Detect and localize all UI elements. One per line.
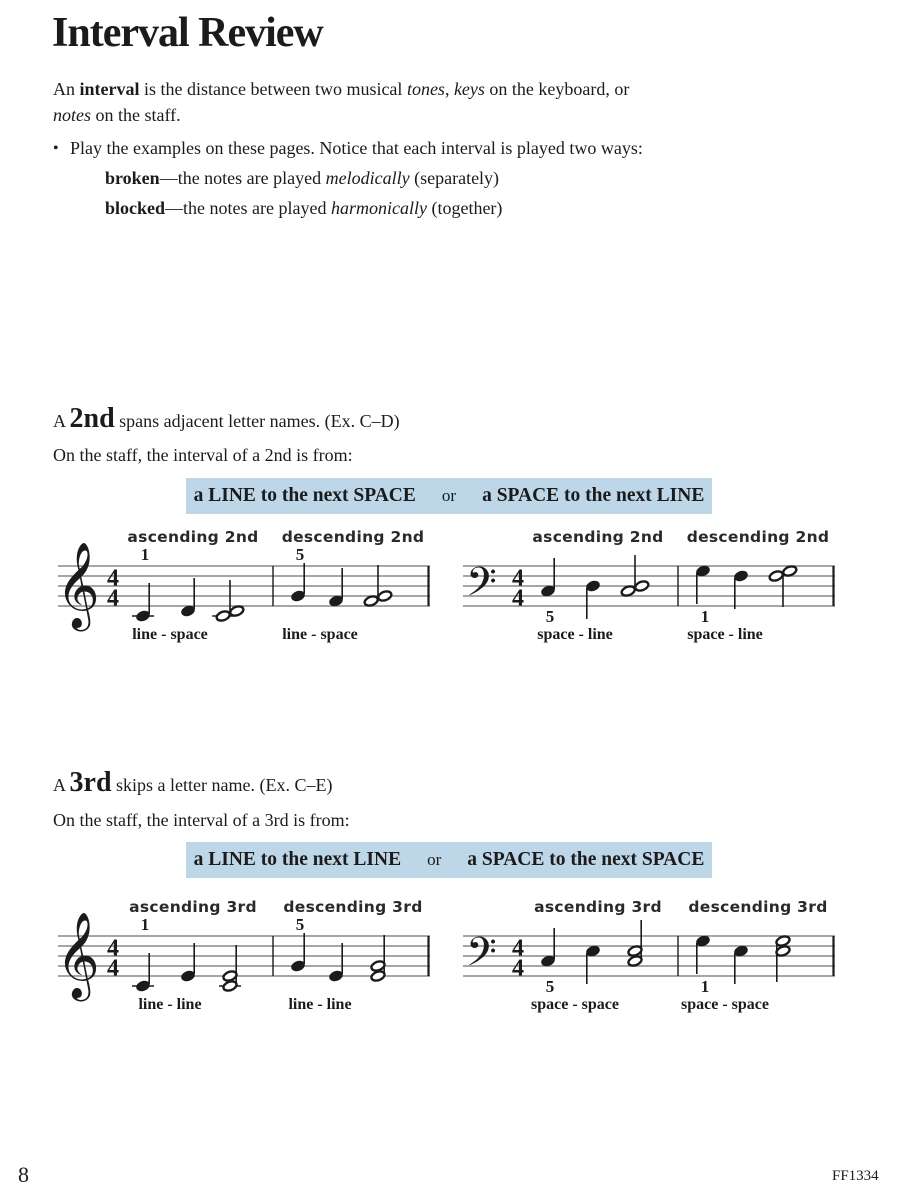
- interval-quality-label: space - space: [681, 996, 769, 1013]
- rule-left: a LINE to the next LINE: [193, 849, 402, 870]
- interval-quality-label: space - line: [687, 626, 763, 643]
- time-signature-bottom: 4: [107, 585, 119, 612]
- interval-direction-header: ascending 2nd: [532, 528, 664, 546]
- treble-clef-icon: 𝄞: [56, 912, 100, 998]
- time-signature-bottom: 4: [107, 955, 119, 982]
- intro-text: ,: [444, 79, 454, 99]
- intro-paragraph: [53, 76, 753, 128]
- interval-quality-label: line - space: [132, 626, 208, 643]
- staff-sentence-2nd: On the staff, the interval of a 2nd is from:: [53, 445, 353, 465]
- notehead-half: [768, 570, 784, 583]
- interval-quality-label: space - line: [537, 626, 613, 643]
- definition-dash: —: [165, 198, 184, 218]
- finger-number: 5: [295, 545, 305, 564]
- interval-quality-label: space - space: [531, 996, 619, 1013]
- interval-quality-label: line - line: [138, 996, 202, 1013]
- interval-direction-header: ascending 3rd: [534, 898, 662, 916]
- time-signature-top: 4: [512, 565, 524, 592]
- time-signature-bottom: 4: [512, 955, 524, 982]
- time-signature-top: 4: [107, 935, 119, 962]
- time-signature-top: 4: [512, 935, 524, 962]
- rule-or: or: [427, 850, 442, 869]
- definition-text: (separately): [409, 168, 500, 188]
- heading-rest: skips a letter name. (Ex. C–E): [111, 775, 333, 795]
- intro-line-2: [53, 102, 753, 128]
- page-number: 8: [18, 1162, 29, 1187]
- definition-term: broken: [105, 168, 160, 188]
- finger-number: 1: [140, 545, 150, 564]
- rule-box-3rd: [186, 842, 712, 878]
- definition-italic: melodically: [325, 168, 410, 188]
- staff-sentence-3rd: On the staff, the interval of a 3rd is from:: [53, 810, 350, 830]
- staff-system-bass-3rds: [463, 896, 843, 1020]
- definition-text: (together): [426, 198, 503, 218]
- interval-direction-header: descending 3rd: [283, 898, 423, 916]
- definition-text: the notes are played: [183, 198, 331, 218]
- interval-direction-header: descending 3rd: [688, 898, 828, 916]
- section-heading-2nd: [53, 403, 400, 437]
- intro-italic-keys: keys: [453, 79, 485, 99]
- treble-clef-icon: 𝄞: [56, 542, 100, 628]
- intro-text: An: [53, 79, 80, 99]
- heading-rest: spans adjacent letter names. (Ex. C–D): [114, 411, 400, 431]
- definition-term: blocked: [105, 198, 166, 218]
- intro-text: on the staff.: [91, 105, 181, 125]
- rule-box-2nd: [186, 478, 712, 514]
- interval-direction-header: ascending 2nd: [127, 528, 259, 546]
- bullet-icon: •: [53, 140, 59, 157]
- bass-clef-icon: 𝄢: [466, 559, 497, 615]
- interval-direction-header: descending 2nd: [686, 528, 830, 546]
- time-signature-bottom: 4: [512, 585, 524, 612]
- heading-prefix: A: [53, 411, 70, 431]
- definition-blocked: [105, 196, 502, 221]
- interval-name-2nd: 2nd: [69, 403, 115, 434]
- finger-number: 5: [545, 977, 555, 996]
- interval-name-3rd: 3rd: [69, 767, 112, 798]
- page-title: Interval Review: [52, 10, 323, 56]
- notehead-half: [634, 580, 650, 593]
- intro-text: on the keyboard, or: [484, 79, 630, 99]
- bass-clef-icon: 𝄢: [466, 929, 497, 985]
- finger-number: 5: [295, 915, 305, 934]
- catalog-number: FF1334: [832, 1168, 879, 1184]
- intro-text: is the distance between two musical: [139, 79, 407, 99]
- intro-italic-tones: tones: [406, 79, 445, 99]
- intro-line-1: [53, 76, 753, 102]
- rule-right: a SPACE to the next SPACE: [467, 849, 705, 870]
- staff-system-bass-2nds: [463, 526, 843, 650]
- section-heading-3rd: [53, 767, 332, 801]
- rule-left: a LINE to the next SPACE: [193, 485, 416, 506]
- definition-italic: harmonically: [330, 198, 427, 218]
- notehead-half: [215, 610, 231, 623]
- definition-text: the notes are played: [177, 168, 326, 188]
- rule-or: or: [441, 486, 457, 505]
- interval-direction-header: ascending 3rd: [129, 898, 257, 916]
- definition-broken: [105, 166, 499, 191]
- finger-number: 1: [140, 915, 150, 934]
- finger-number: 5: [545, 607, 555, 626]
- finger-number: 1: [700, 977, 710, 996]
- notehead-half: [377, 590, 393, 603]
- definition-dash: —: [159, 168, 178, 188]
- interval-direction-header: descending 2nd: [281, 528, 425, 546]
- intro-italic-notes: notes: [53, 105, 91, 125]
- intro-term-interval: interval: [79, 79, 140, 99]
- bullet-text: Play the examples on these pages. Notice that each interval is played two ways:: [70, 138, 643, 158]
- finger-number: 1: [700, 607, 710, 626]
- interval-quality-label: line - line: [288, 996, 352, 1013]
- heading-prefix: A: [53, 775, 70, 795]
- time-signature-top: 4: [107, 565, 119, 592]
- interval-quality-label: line - space: [282, 626, 358, 643]
- rule-right: a SPACE to the next LINE: [482, 485, 705, 506]
- staff-system-treble-2nds: [58, 526, 438, 650]
- bullet-item: [53, 136, 813, 161]
- staff-system-treble-3rds: [58, 896, 438, 1020]
